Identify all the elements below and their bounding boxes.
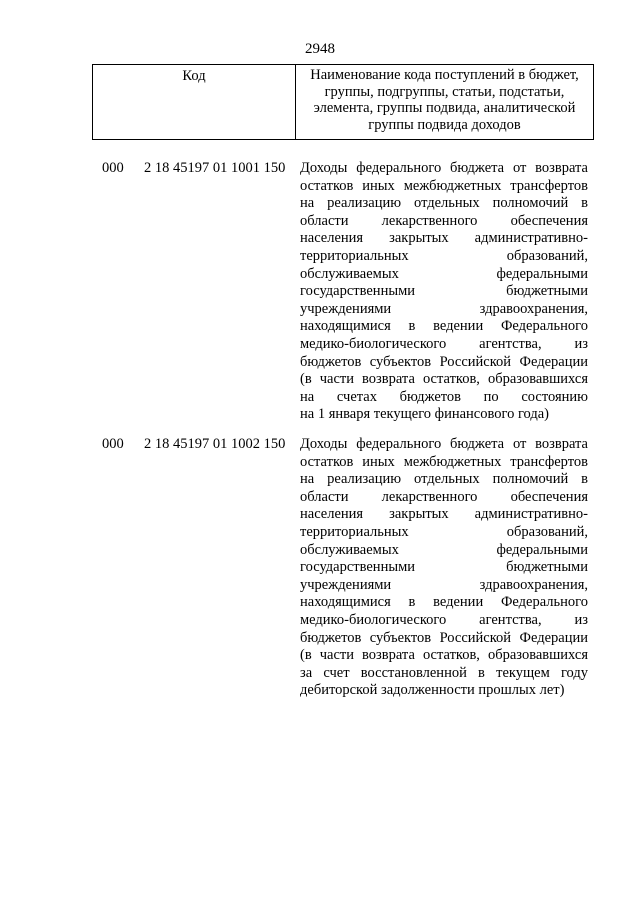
description-line: медико-биологического агентства, из: [300, 611, 588, 628]
description-line: на реализацию отдельных полномочий в: [300, 471, 588, 488]
description-line: государственными бюджетными: [300, 559, 588, 576]
description-line: бюджетов субъектов Российской Федерации: [300, 353, 588, 370]
description-line: (в части возврата остатков, образовавшихся: [300, 647, 588, 664]
description-line: находящимися в ведении Федерального: [300, 594, 588, 611]
description-line: учреждениями здравоохранения,: [300, 300, 588, 317]
description-line: области лекарственного обеспечения: [300, 212, 588, 229]
income-description: [300, 160, 588, 424]
description-line: дебиторской задолженности прошлых лет): [300, 682, 565, 699]
header-name-label: Наименование кода поступлений в бюджет, группы, подгруппы, статьи, подстатьи, элемента, группы подвида, аналитической группы подвида доходов: [310, 67, 579, 133]
description-line: обслуживаемых федеральными: [300, 541, 588, 558]
description-line: области лекарственного обеспечения: [300, 488, 588, 505]
description-line: государственными бюджетными: [300, 283, 588, 300]
description-line: населения закрытых административно-: [300, 230, 588, 247]
description-line: находящимися в ведении Федерального: [300, 318, 588, 335]
description-line: населения закрытых административно-: [300, 506, 588, 523]
income-code: 2 18 45197 01 1002 150: [144, 436, 286, 452]
table-header: [92, 64, 594, 140]
admin-code: 000: [102, 160, 124, 176]
description-line: учреждениями здравоохранения,: [300, 576, 588, 593]
page-number: 2948: [305, 41, 335, 57]
description-line: на счетах бюджетов по состоянию: [300, 388, 588, 405]
description-line: на реализацию отдельных полномочий в: [300, 195, 588, 212]
description-line: медико-биологического агентства, из: [300, 335, 588, 352]
header-code-label: Код: [93, 65, 296, 139]
description-line: остатков иных межбюджетных трансфертов: [300, 177, 588, 194]
description-line: за счет восстановленной в текущем году: [300, 664, 588, 681]
description-line: остатков иных межбюджетных трансфертов: [300, 453, 588, 470]
admin-code: 000: [102, 436, 124, 452]
description-line: на 1 января текущего финансового года): [300, 406, 549, 423]
description-line: Доходы федерального бюджета от возврата: [300, 160, 588, 176]
description-line: бюджетов субъектов Российской Федерации: [300, 629, 588, 646]
description-line: территориальных образований,: [300, 523, 588, 540]
income-description: [300, 436, 588, 700]
description-line: (в части возврата остатков, образовавшихся: [300, 371, 588, 388]
income-code: 2 18 45197 01 1001 150: [144, 160, 286, 176]
description-line: Доходы федерального бюджета от возврата: [300, 436, 588, 452]
description-line: территориальных образований,: [300, 247, 588, 264]
description-line: обслуживаемых федеральными: [300, 265, 588, 282]
